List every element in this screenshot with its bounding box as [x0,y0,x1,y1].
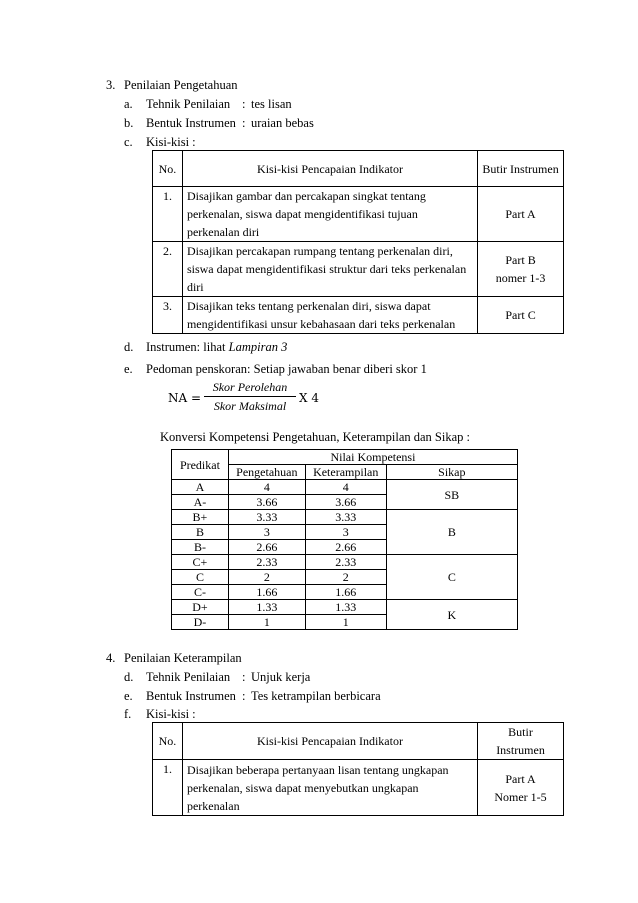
keterampilan-cell: 1.33 [305,600,386,615]
row-1-no: 1. [153,187,183,242]
pengetahuan-cell: 3 [228,525,305,540]
header-nilai-kompetensi: Nilai Kompetensi [228,450,517,465]
item-a-value: tes lisan [251,97,292,111]
item-e2-label: Bentuk Instrumen [146,689,236,703]
predikat-cell: C+ [172,555,229,570]
keterampilan-cell: 3.33 [305,510,386,525]
pengetahuan-cell: 1 [228,615,305,630]
keterampilan-cell: 3 [305,525,386,540]
item-b-letter: b. [124,116,134,130]
pengetahuan-cell: 3.66 [228,495,305,510]
row-2-indicator: Disajikan percakapan rumpang tentang perkenalan diri, siswa dapat mengidentifikasi struktur dari teks perkenalan diri [182,242,477,297]
formula-numerator: Skor Perolehan [212,380,288,394]
row-2-no: 2. [153,242,183,297]
predikat-cell: B [172,525,229,540]
header-butir: Butir Instrumen [478,151,564,187]
item-d2-value: Unjuk kerja [251,670,311,684]
pengetahuan-cell: 4 [228,480,305,495]
item-e2-value: Tes ketrampilan berbicara [251,689,381,703]
predikat-cell: D+ [172,600,229,615]
pengetahuan-cell: 3.33 [228,510,305,525]
item-b-label: Bentuk Instrumen [146,116,236,130]
keterampilan-cell: 1 [305,615,386,630]
predikat-cell: B+ [172,510,229,525]
pengetahuan-cell: 1.33 [228,600,305,615]
item-f2-letter: f. [124,707,132,721]
item-e-text: Pedoman penskoran: Setiap jawaban benar diberi skor 1 [146,362,427,376]
formula-denominator: Skor Maksimal [213,399,287,413]
keterampilan-cell: 2.33 [305,555,386,570]
keterampilan-cell: 4 [305,480,386,495]
predikat-cell: C- [172,585,229,600]
pengetahuan-cell: 2 [228,570,305,585]
predikat-cell: A [172,480,229,495]
predikat-cell: B- [172,540,229,555]
sikap-cell-sb: SB [386,480,517,510]
keterampilan-cell: 3.66 [305,495,386,510]
item-d-label: Instrumen: lihat [146,340,229,354]
section-3-number: 3. [106,78,116,92]
konversi-table [171,449,518,630]
keterampilan-cell: 1.66 [305,585,386,600]
header-predikat: Predikat [172,450,229,480]
predikat-cell: C [172,570,229,585]
section-4-number: 4. [106,651,116,665]
row-1-indicator: Disajikan gambar dan percakapan singkat tentang perkenalan, siswa dapat mengidentifikasi tujuan perkenalan diri [182,187,477,242]
item-e-letter: e. [124,362,133,376]
row-2-butir: Part B nomer 1-3 [478,242,564,297]
section-3-title: Penilaian Pengetahuan [124,78,238,92]
header-pengetahuan: Pengetahuan [228,465,305,480]
item-d2-sep: : [242,670,246,684]
item-e2-letter: e. [124,689,133,703]
item-a-sep: : [242,97,246,111]
item-a-label: Tehnik Penilaian [146,97,231,111]
item-f2-label: Kisi-kisi : [146,707,196,721]
header-butir: Butir Instrumen [478,723,564,760]
kisi-table-pengetahuan [152,150,564,334]
item-a-letter: a. [124,97,133,111]
sikap-cell-c: C [386,555,517,600]
item-d-letter: d. [124,340,134,354]
sikap-cell-b: B [386,510,517,555]
item-c-letter: c. [124,135,133,149]
row-1-butir: Part A Nomer 1-5 [478,760,564,816]
item-d-text [146,340,287,355]
item-d-link: Lampiran 3 [228,340,288,354]
kisi-table-keterampilan [152,722,564,816]
header-keterampilan: Keterampilan [305,465,386,480]
predikat-cell: A- [172,495,229,510]
formula-fraction-bar [204,396,296,397]
section-4-title: Penilaian Keterampilan [124,651,242,665]
row-1-indicator: Disajikan beberapa pertanyaan lisan tentang ungkapan perkenalan, siswa dapat menyebutkan ungkapan perkenalan [182,760,477,816]
formula-lhs: NA = [168,391,202,405]
header-indikator: Kisi-kisi Pencapaian Indikator [182,151,477,187]
pengetahuan-cell: 1.66 [228,585,305,600]
item-e2-sep: : [242,689,246,703]
item-d2-label: Tehnik Penilaian [146,670,231,684]
sikap-cell-k: K [386,600,517,630]
item-c-label: Kisi-kisi : [146,135,196,149]
row-3-butir: Part C [478,297,564,334]
header-no: No. [153,151,183,187]
pengetahuan-cell: 2.66 [228,540,305,555]
header-sikap: Sikap [386,465,517,480]
predikat-cell: D- [172,615,229,630]
row-1-butir: Part A [478,187,564,242]
item-d2-letter: d. [124,670,134,684]
row-3-indicator: Disajikan teks tentang perkenalan diri, siswa dapat mengidentifikasi unsur kebahasaan dari teks perkenalan [182,297,477,334]
header-indikator: Kisi-kisi Pencapaian Indikator [182,723,477,760]
keterampilan-cell: 2 [305,570,386,585]
item-b-sep: : [242,116,246,130]
formula-times: X 4 [299,391,319,405]
pengetahuan-cell: 2.33 [228,555,305,570]
item-b-value: uraian bebas [251,116,314,130]
header-no: No. [153,723,183,760]
konversi-title: Konversi Kompetensi Pengetahuan, Keterampilan dan Sikap : [160,430,470,444]
keterampilan-cell: 2.66 [305,540,386,555]
row-1-no: 1. [153,760,183,816]
row-3-no: 3. [153,297,183,334]
